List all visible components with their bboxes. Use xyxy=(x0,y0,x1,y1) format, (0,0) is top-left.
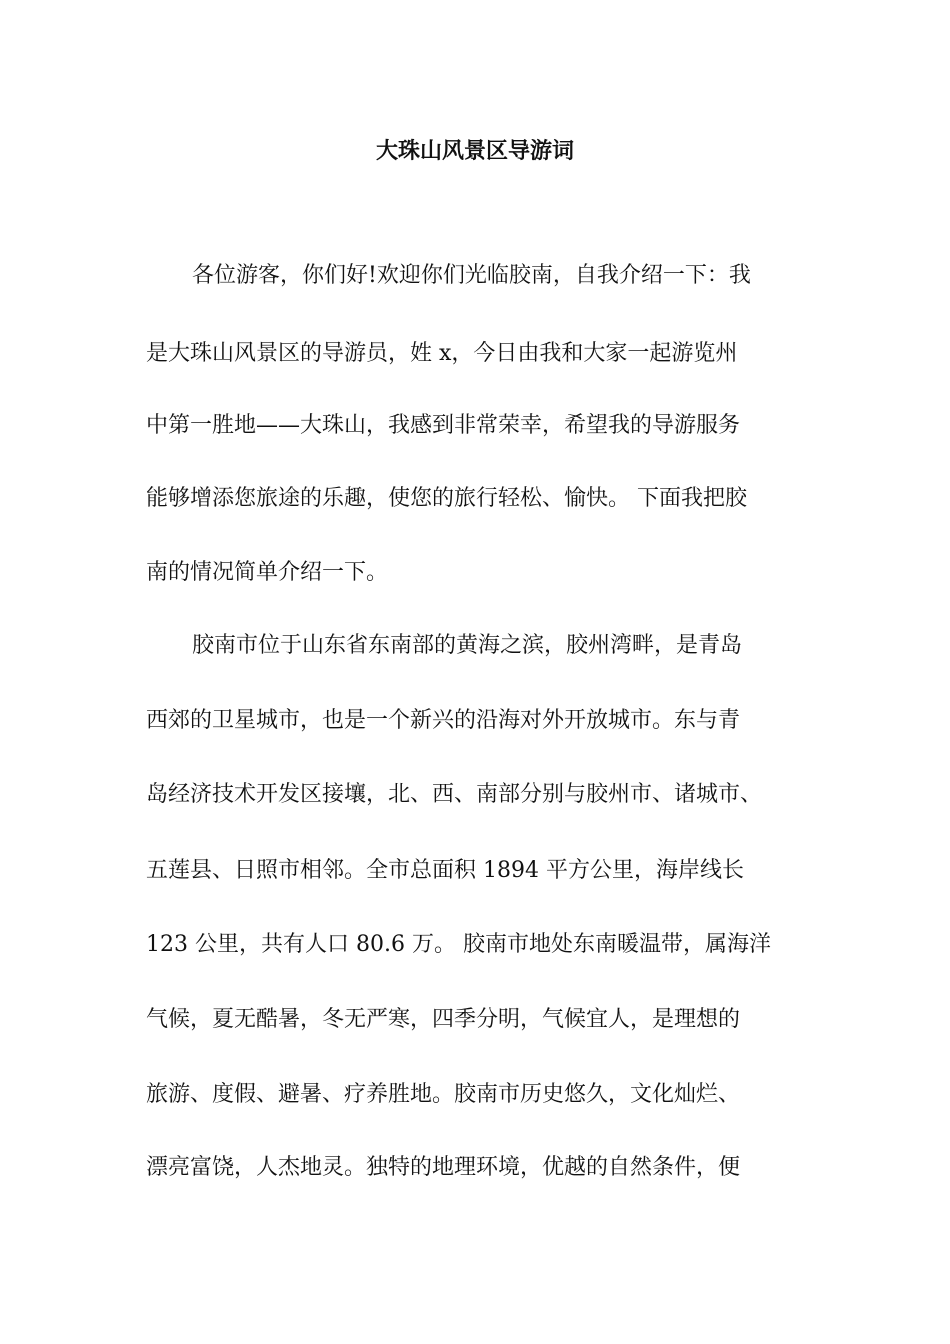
paragraph-1-line-3: 中第一胜地——大珠山，我感到非常荣幸，希望我的导游服务 xyxy=(146,413,741,438)
paragraph-2-line-8: 漂亮富饶，人杰地灵。独特的地理环境，优越的自然条件，便 xyxy=(146,1155,741,1180)
paragraph-2-line-7: 旅游、度假、避暑、疗养胜地。胶南市历史悠久，文化灿烂、 xyxy=(146,1082,741,1107)
paragraph-2-line-3: 岛经济技术开发区接壤，北、西、南部分别与胶州市、诸城市、 xyxy=(146,782,763,807)
paragraph-2-line-4: 五莲县、日照市相邻。全市总面积 1894 平方公里，海岸线长 xyxy=(146,858,744,883)
paragraph-1-line-2: 是大珠山风景区的导游员，姓 x，今日由我和大家一起游览州 xyxy=(146,341,738,366)
paragraph-2-line-5: 123 公里，共有人口 80.6 万。 胶南市地处东南暖温带，属海洋 xyxy=(146,932,771,957)
document-title: 大珠山风景区导游词 xyxy=(375,139,574,164)
paragraph-1-line-1: 各位游客，你们好!欢迎你们光临胶南，自我介绍一下：我 xyxy=(192,263,751,288)
paragraph-2-line-1: 胶南市位于山东省东南部的黄海之滨，胶州湾畔，是青岛 xyxy=(192,633,743,658)
paragraph-1-line-5: 南的情况简单介绍一下。 xyxy=(146,560,389,585)
paragraph-2-line-2: 西郊的卫星城市，也是一个新兴的沿海对外开放城市。东与青 xyxy=(146,708,741,733)
paragraph-1-line-4: 能够增添您旅途的乐趣，使您的旅行轻松、愉快。 下面我把胶 xyxy=(146,486,747,511)
paragraph-2-line-6: 气候，夏无酷暑，冬无严寒，四季分明，气候宜人，是理想的 xyxy=(146,1007,741,1032)
